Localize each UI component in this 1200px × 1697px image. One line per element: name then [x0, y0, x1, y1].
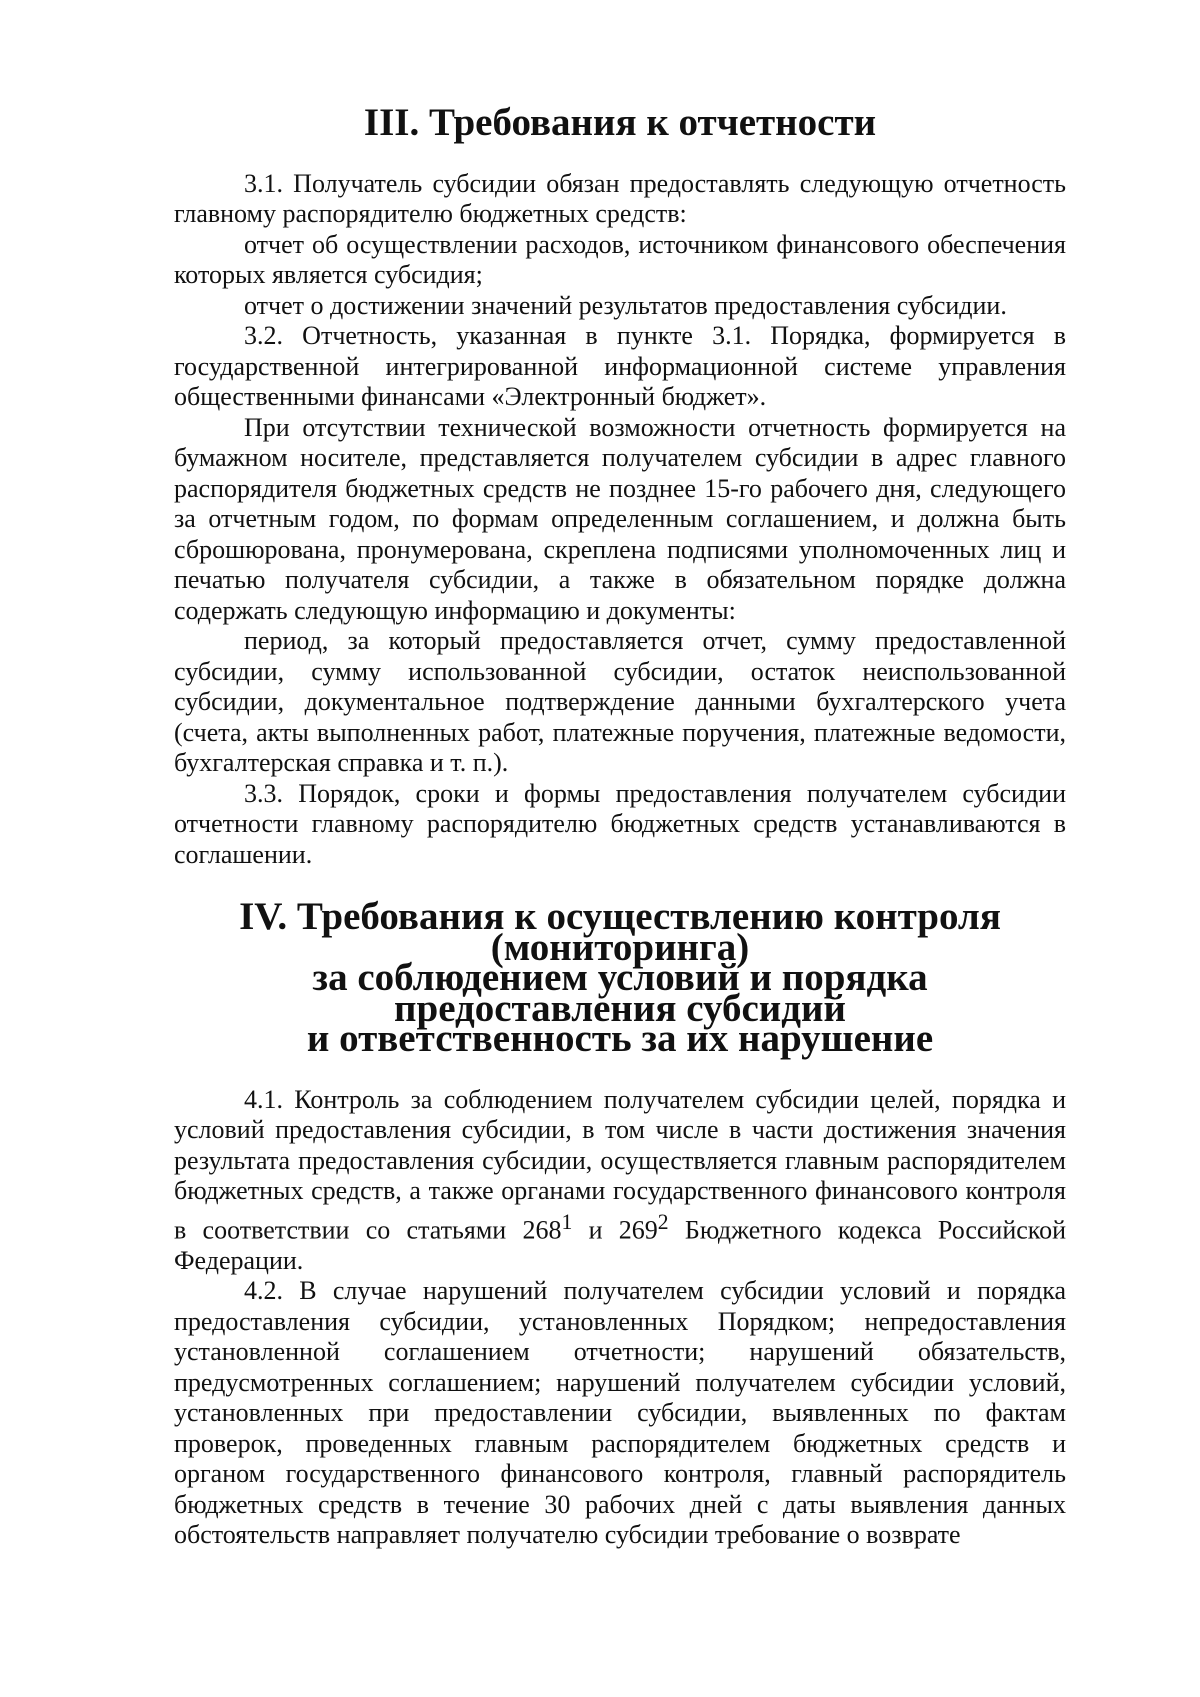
section-4-heading-line-3: и ответственность за их нарушение: [306, 1017, 934, 1060]
section-4-heading: [174, 895, 1066, 1060]
paragraph-3-1: 3.1. Получатель субсидии обязан предоставлять следующую отчетность главному распорядителю бюджетных средств:: [174, 168, 1066, 228]
section-4-heading-line-2: за соблюдением условий и порядка предоставления субсидий: [312, 956, 928, 1030]
paragraph-3-2-paper: При отсутствии технической возможности отчетность формируется на бумажном носителе, представляется получателем субсидии в адрес главного распорядителя бюджетных средств не позднее 15-го рабочего дня, следующего за отчетным годом, по формам определенным соглашением, и должна быть сброшюрована, пронумерована, скреплена подписями уполномоченных лиц и печатью получателя субсидии, а также в обязательном порядке должна содержать следующую информацию и документы:: [174, 412, 1066, 625]
paragraph-4-1-text-a: 4.1. Контроль за соблюдением получателем субсидии целей, порядка и условий предоставления субсидии, в том числе в части достижения значения результата предоставления субсидии, осуществляется главным распорядителем бюджетных средств, а также органами государственного финансового контроля в соответствии со статьями 268: [174, 1084, 1066, 1245]
paragraph-4-1-text-b: и 269: [572, 1215, 658, 1245]
section-4-heading-line-1: IV. Требования к осуществлению контроля (мониторинга): [239, 895, 1001, 969]
section-3-heading: III. Требования к отчетности: [363, 101, 877, 144]
paragraph-3-1-item-1: отчет об осуществлении расходов, источником финансового обеспечения которых является субсидия;: [174, 229, 1066, 289]
paragraph-4-1-text-c: Бюджетного кодекса Российской Федерации.: [174, 1215, 1067, 1275]
paragraph-4-2: 4.2. В случае нарушений получателем субсидии условий и порядка предоставления субсидии, установленных Порядком; непредоставления установленной соглашением отчетности; нарушений обязательств, предусмотренных соглашением; нарушений получателем субсидии условий, установленных при предоставлении субсидии, выявленных по фактам проверок, проведенных главным распорядителем бюджетных средств и органом государственного финансового контроля, главный распорядитель бюджетных средств в течение 30 рабочих дней с даты выявления данных обстоятельств направляет получателю субсидии требование о возврате: [174, 1276, 1066, 1550]
superscript-2: 2: [657, 1209, 669, 1234]
paragraph-3-3: 3.3. Порядок, сроки и формы предоставления получателем субсидии отчетности главному распорядителю бюджетных средств устанавливаются в соглашении.: [174, 778, 1066, 869]
superscript-1: 1: [561, 1209, 573, 1234]
paragraph-3-2: 3.2. Отчетность, указанная в пункте 3.1. Порядка, формируется в государственной интегрированной информационной системе управления общественными финансами «Электронный бюджет».: [174, 321, 1066, 411]
paragraph-3-1-item-2: отчет о достижении значений результатов предоставления субсидии.: [244, 290, 1007, 320]
paragraph-4-1: [174, 1085, 1066, 1277]
paragraph-3-2-contents: период, за который предоставляется отчет, сумму предоставленной субсидии, сумму использованной субсидии, остаток неиспользованной субсидии, документальное подтверждение данными бухгалтерского учета (счета, акты выполненных работ, платежные поручения, платежные ведомости, бухгалтерская справка и т. п.).: [174, 626, 1066, 777]
